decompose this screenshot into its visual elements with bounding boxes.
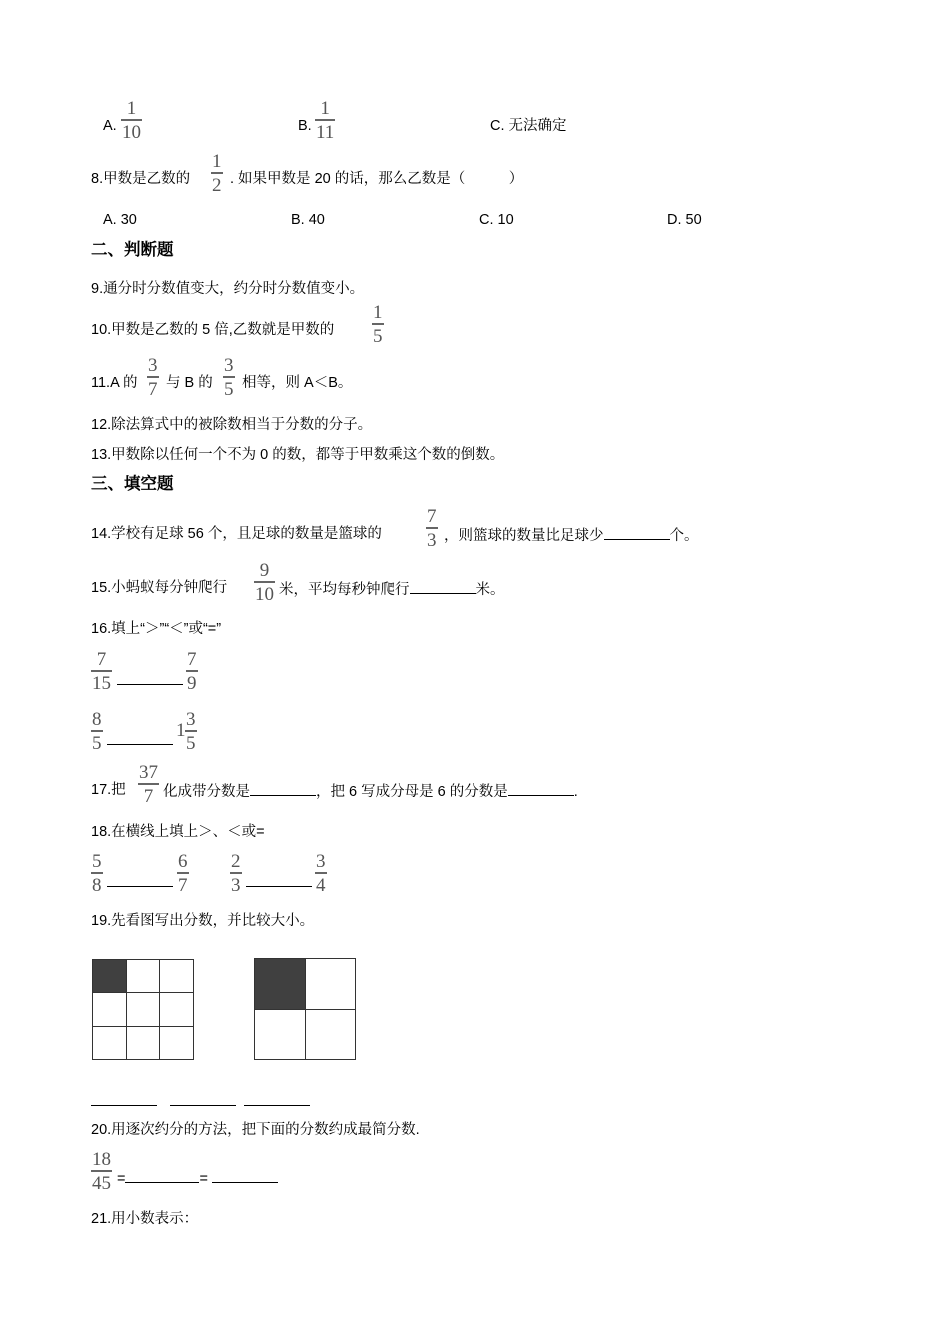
grid-cell-shaded bbox=[255, 959, 306, 1010]
q20-fraction: 18 45 bbox=[92, 1149, 111, 1194]
q9-text: 9.通分时分数值变大，约分时分数值变小。 bbox=[91, 281, 365, 297]
q16-row2-right-fraction: 3 5 bbox=[186, 709, 196, 754]
q19-text: 19.先看图写出分数，并比较大小。 bbox=[91, 913, 315, 929]
q20-text: 20.用逐次约分的方法，把下面的分数约成最简分数. bbox=[91, 1122, 420, 1138]
q8-option-b: B. 40 bbox=[291, 212, 325, 228]
q12-text: 12.除法算式中的被除数相当于分数的分子。 bbox=[91, 417, 373, 433]
q11-fraction-2: 3 5 bbox=[224, 355, 234, 400]
grid-cell bbox=[305, 959, 356, 1010]
q8-option-d: D. 50 bbox=[667, 212, 702, 228]
q15-answer-blank[interactable] bbox=[410, 581, 476, 594]
q18-fraction-b: 6 7 bbox=[178, 851, 188, 896]
q14-middle: ，则篮球的数量比足球少 个。 bbox=[444, 528, 699, 544]
q18-fraction-a: 5 8 bbox=[92, 851, 102, 896]
q14-answer-blank[interactable] bbox=[604, 527, 670, 540]
q7-option-c: C. 无法确定 bbox=[490, 118, 567, 134]
grid-cell bbox=[160, 1026, 194, 1059]
q14-fraction: 7 3 bbox=[427, 506, 437, 551]
q17-prefix: 17.把 bbox=[91, 782, 126, 798]
q13-text: 13.甲数除以任何一个不为 0 的数，都等于甲数乘这个数的倒数。 bbox=[91, 447, 505, 463]
q18-blank-1[interactable] bbox=[107, 874, 173, 887]
q8-option-c: C. 10 bbox=[479, 212, 514, 228]
q18-fraction-c: 2 3 bbox=[231, 851, 241, 896]
q8-fraction: 1 2 bbox=[212, 151, 222, 196]
q7-option-b-fraction: 1 11 bbox=[316, 98, 335, 143]
q16-text: 16.填上“＞”“＜”或“=” bbox=[91, 621, 222, 637]
grid-cell bbox=[126, 993, 160, 1026]
q20-equation: = = bbox=[117, 1170, 278, 1187]
q18-fraction-d: 3 4 bbox=[316, 851, 326, 896]
q7-option-a-label: A. bbox=[103, 118, 117, 134]
grid-cell bbox=[93, 993, 127, 1026]
q10-text: 10.甲数是乙数的 5 倍,乙数就是甲数的 bbox=[91, 322, 335, 338]
q8-prefix: 8.甲数是乙数的 bbox=[91, 171, 191, 187]
section-3-title: 三、填空题 bbox=[91, 475, 174, 493]
grid-cell bbox=[126, 960, 160, 993]
q16-row2-right-whole: 1 bbox=[176, 720, 186, 741]
q11-prefix: 11.A 的 bbox=[91, 375, 138, 391]
q19-answer-blank-2[interactable] bbox=[170, 1105, 236, 1106]
q7-option-a-fraction: 1 10 bbox=[122, 98, 141, 143]
section-2-title: 二、判断题 bbox=[91, 241, 174, 259]
q15-fraction: 9 10 bbox=[255, 560, 274, 605]
q10-fraction: 1 5 bbox=[373, 302, 383, 347]
grid-cell bbox=[93, 1026, 127, 1059]
q16-row2-left-fraction: 8 5 bbox=[92, 709, 102, 754]
q20-answer-blank-1[interactable] bbox=[125, 1170, 199, 1183]
q16-row1-blank[interactable] bbox=[117, 672, 183, 685]
q17-answer-blank-1[interactable] bbox=[250, 783, 316, 796]
grid-cell bbox=[160, 960, 194, 993]
q20-answer-blank-2[interactable] bbox=[212, 1170, 278, 1183]
grid-cell bbox=[160, 993, 194, 1026]
q8-suffix: . 如果甲数是 20 的话，那么乙数是（ ） bbox=[230, 171, 524, 187]
q16-row1-right-fraction: 7 9 bbox=[187, 649, 197, 694]
q17-answer-blank-2[interactable] bbox=[508, 783, 574, 796]
q15-middle: 米，平均每秒钟爬行 米。 bbox=[279, 582, 505, 598]
q11-suffix: 相等，则 A＜B。 bbox=[242, 375, 353, 391]
q19-answer-blank-3[interactable] bbox=[244, 1105, 310, 1106]
grid-cell bbox=[255, 1009, 306, 1060]
q16-row2-blank[interactable] bbox=[107, 732, 173, 745]
q11-middle: 与 B 的 bbox=[166, 375, 213, 391]
grid-cell bbox=[126, 1026, 160, 1059]
q18-blank-2[interactable] bbox=[246, 874, 312, 887]
grid-cell-shaded bbox=[93, 960, 127, 993]
q7-option-b-label: B. bbox=[298, 118, 312, 134]
q18-text: 18.在横线上填上＞、＜或= bbox=[91, 824, 265, 840]
q15-prefix: 15.小蚂蚁每分钟爬行 bbox=[91, 580, 228, 596]
q19-answer-blank-1[interactable] bbox=[91, 1105, 157, 1106]
q16-row1-left-fraction: 7 15 bbox=[92, 649, 111, 694]
q17-fraction: 37 7 bbox=[139, 762, 158, 807]
q19-figure-2x2-grid bbox=[254, 958, 356, 1060]
q19-figure-3x3-grid bbox=[92, 959, 194, 1060]
q11-fraction-1: 3 7 bbox=[148, 355, 158, 400]
q17-middle: 化成带分数是 ，把 6 写成分母是 6 的分数是 . bbox=[163, 784, 578, 800]
q21-text: 21.用小数表示： bbox=[91, 1211, 199, 1227]
q8-option-a: A. 30 bbox=[103, 212, 137, 228]
q14-prefix: 14.学校有足球 56 个，且足球的数量是篮球的 bbox=[91, 526, 382, 542]
grid-cell bbox=[305, 1009, 356, 1060]
